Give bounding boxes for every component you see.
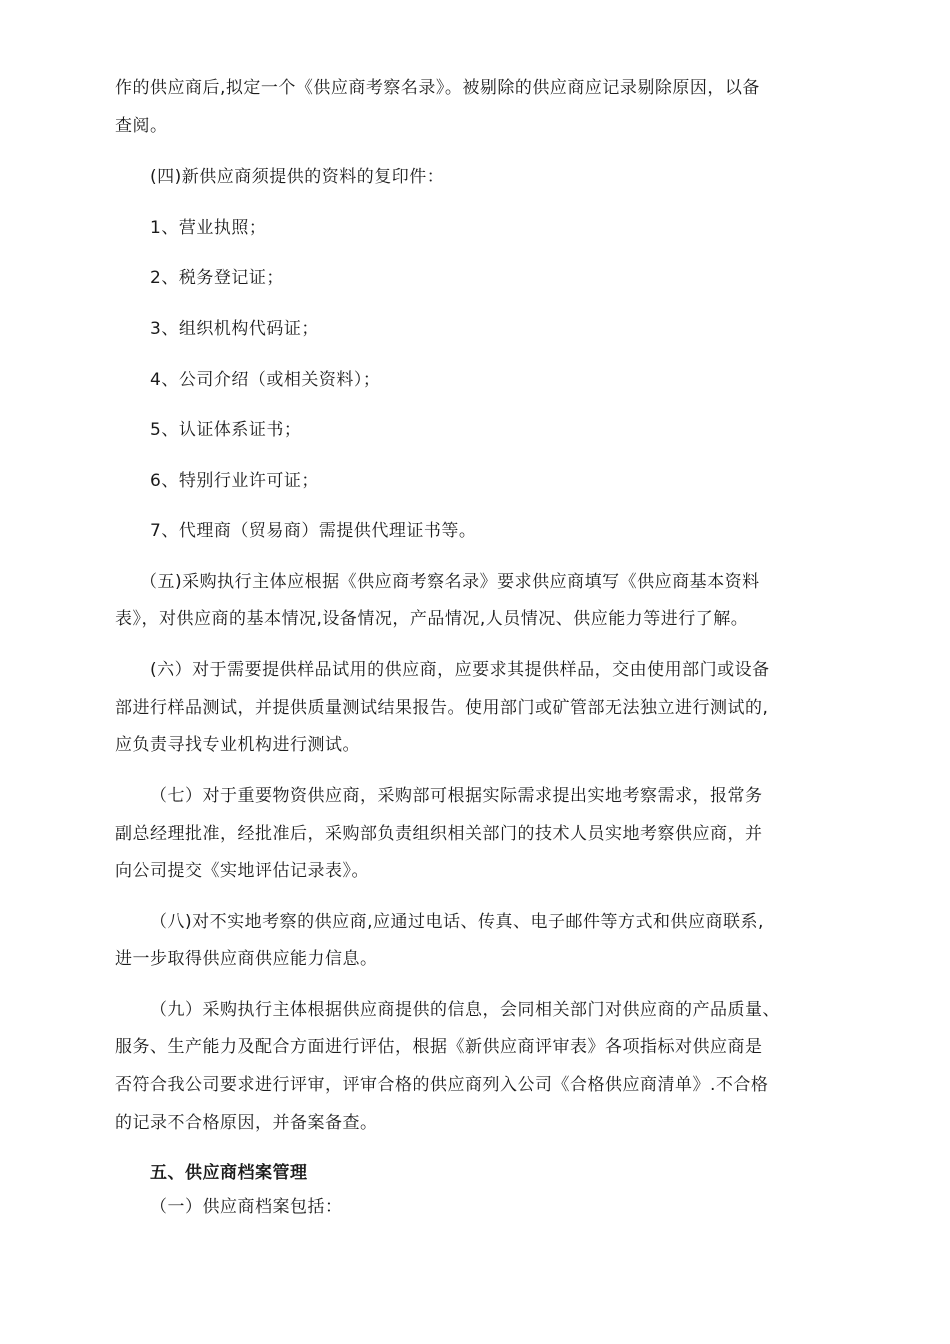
list-item: 3、组织机构代码证； [150, 319, 319, 339]
paragraph-line: 向公司提交《实地评估记录表》。 [115, 861, 369, 881]
section-subtitle: （一）供应商档案包括： [150, 1197, 343, 1217]
paragraph-line: （八)对不实地考察的供应商,应通过电话、传真、电子邮件等方式和供应商联系, [150, 912, 764, 932]
paragraph-line: (六）对于需要提供样品试用的供应商，应要求其提供样品，交由使用部门或设备 [150, 660, 770, 680]
paragraph-line: 查阅。 [115, 116, 168, 136]
paragraph-line: （九）采购执行主体根据供应商提供的信息，会同相关部门对供应商的产品质量、 [150, 1000, 780, 1020]
list-item: 5、认证体系证书； [150, 420, 302, 440]
paragraph-line: 部进行样品测试，并提供质量测试结果报告。使用部门或矿管部无法独立进行测试的, [115, 698, 769, 718]
paragraph-line: 进一步取得供应商供应能力信息。 [115, 949, 378, 969]
section-heading: 五、供应商档案管理 [150, 1163, 308, 1183]
section-subtitle: (四)新供应商须提供的资料的复印件： [150, 167, 445, 187]
paragraph-line: （七）对于重要物资供应商，采购部可根据实际需求提出实地考察需求，报常务 [150, 786, 763, 806]
paragraph-line: 表》，对供应商的基本情况,设备情况，产品情况,人员情况、供应能力等进行了解。 [115, 609, 749, 629]
list-item: 6、特别行业许可证； [150, 471, 319, 491]
paragraph-line: 否符合我公司要求进行评审，评审合格的供应商列入公司《合格供应商清单》.不合格 [115, 1075, 769, 1095]
paragraph-line: （五)采购执行主体应根据《供应商考察名录》要求供应商填写《供应商基本资料 [140, 572, 760, 592]
paragraph-line: 应负责寻找专业机构进行测试。 [115, 735, 360, 755]
list-item: 4、公司介绍（或相关资料）； [150, 370, 381, 390]
paragraph-line: 服务、生产能力及配合方面进行评估，根据《新供应商评审表》各项指标对供应商是 [115, 1037, 763, 1057]
list-item: 1、营业执照； [150, 218, 267, 238]
paragraph-line: 的记录不合格原因，并备案备查。 [115, 1113, 378, 1133]
list-item: 2、税务登记证； [150, 268, 284, 288]
paragraph-line: 作的供应商后,拟定一个《供应商考察名录》。被剔除的供应商应记录剔除原因，以备 [115, 78, 760, 98]
paragraph-line: 副总经理批准，经批准后，采购部负责组织相关部门的技术人员实地考察供应商，并 [115, 824, 763, 844]
list-item: 7、代理商（贸易商）需提供代理证书等。 [150, 521, 477, 541]
